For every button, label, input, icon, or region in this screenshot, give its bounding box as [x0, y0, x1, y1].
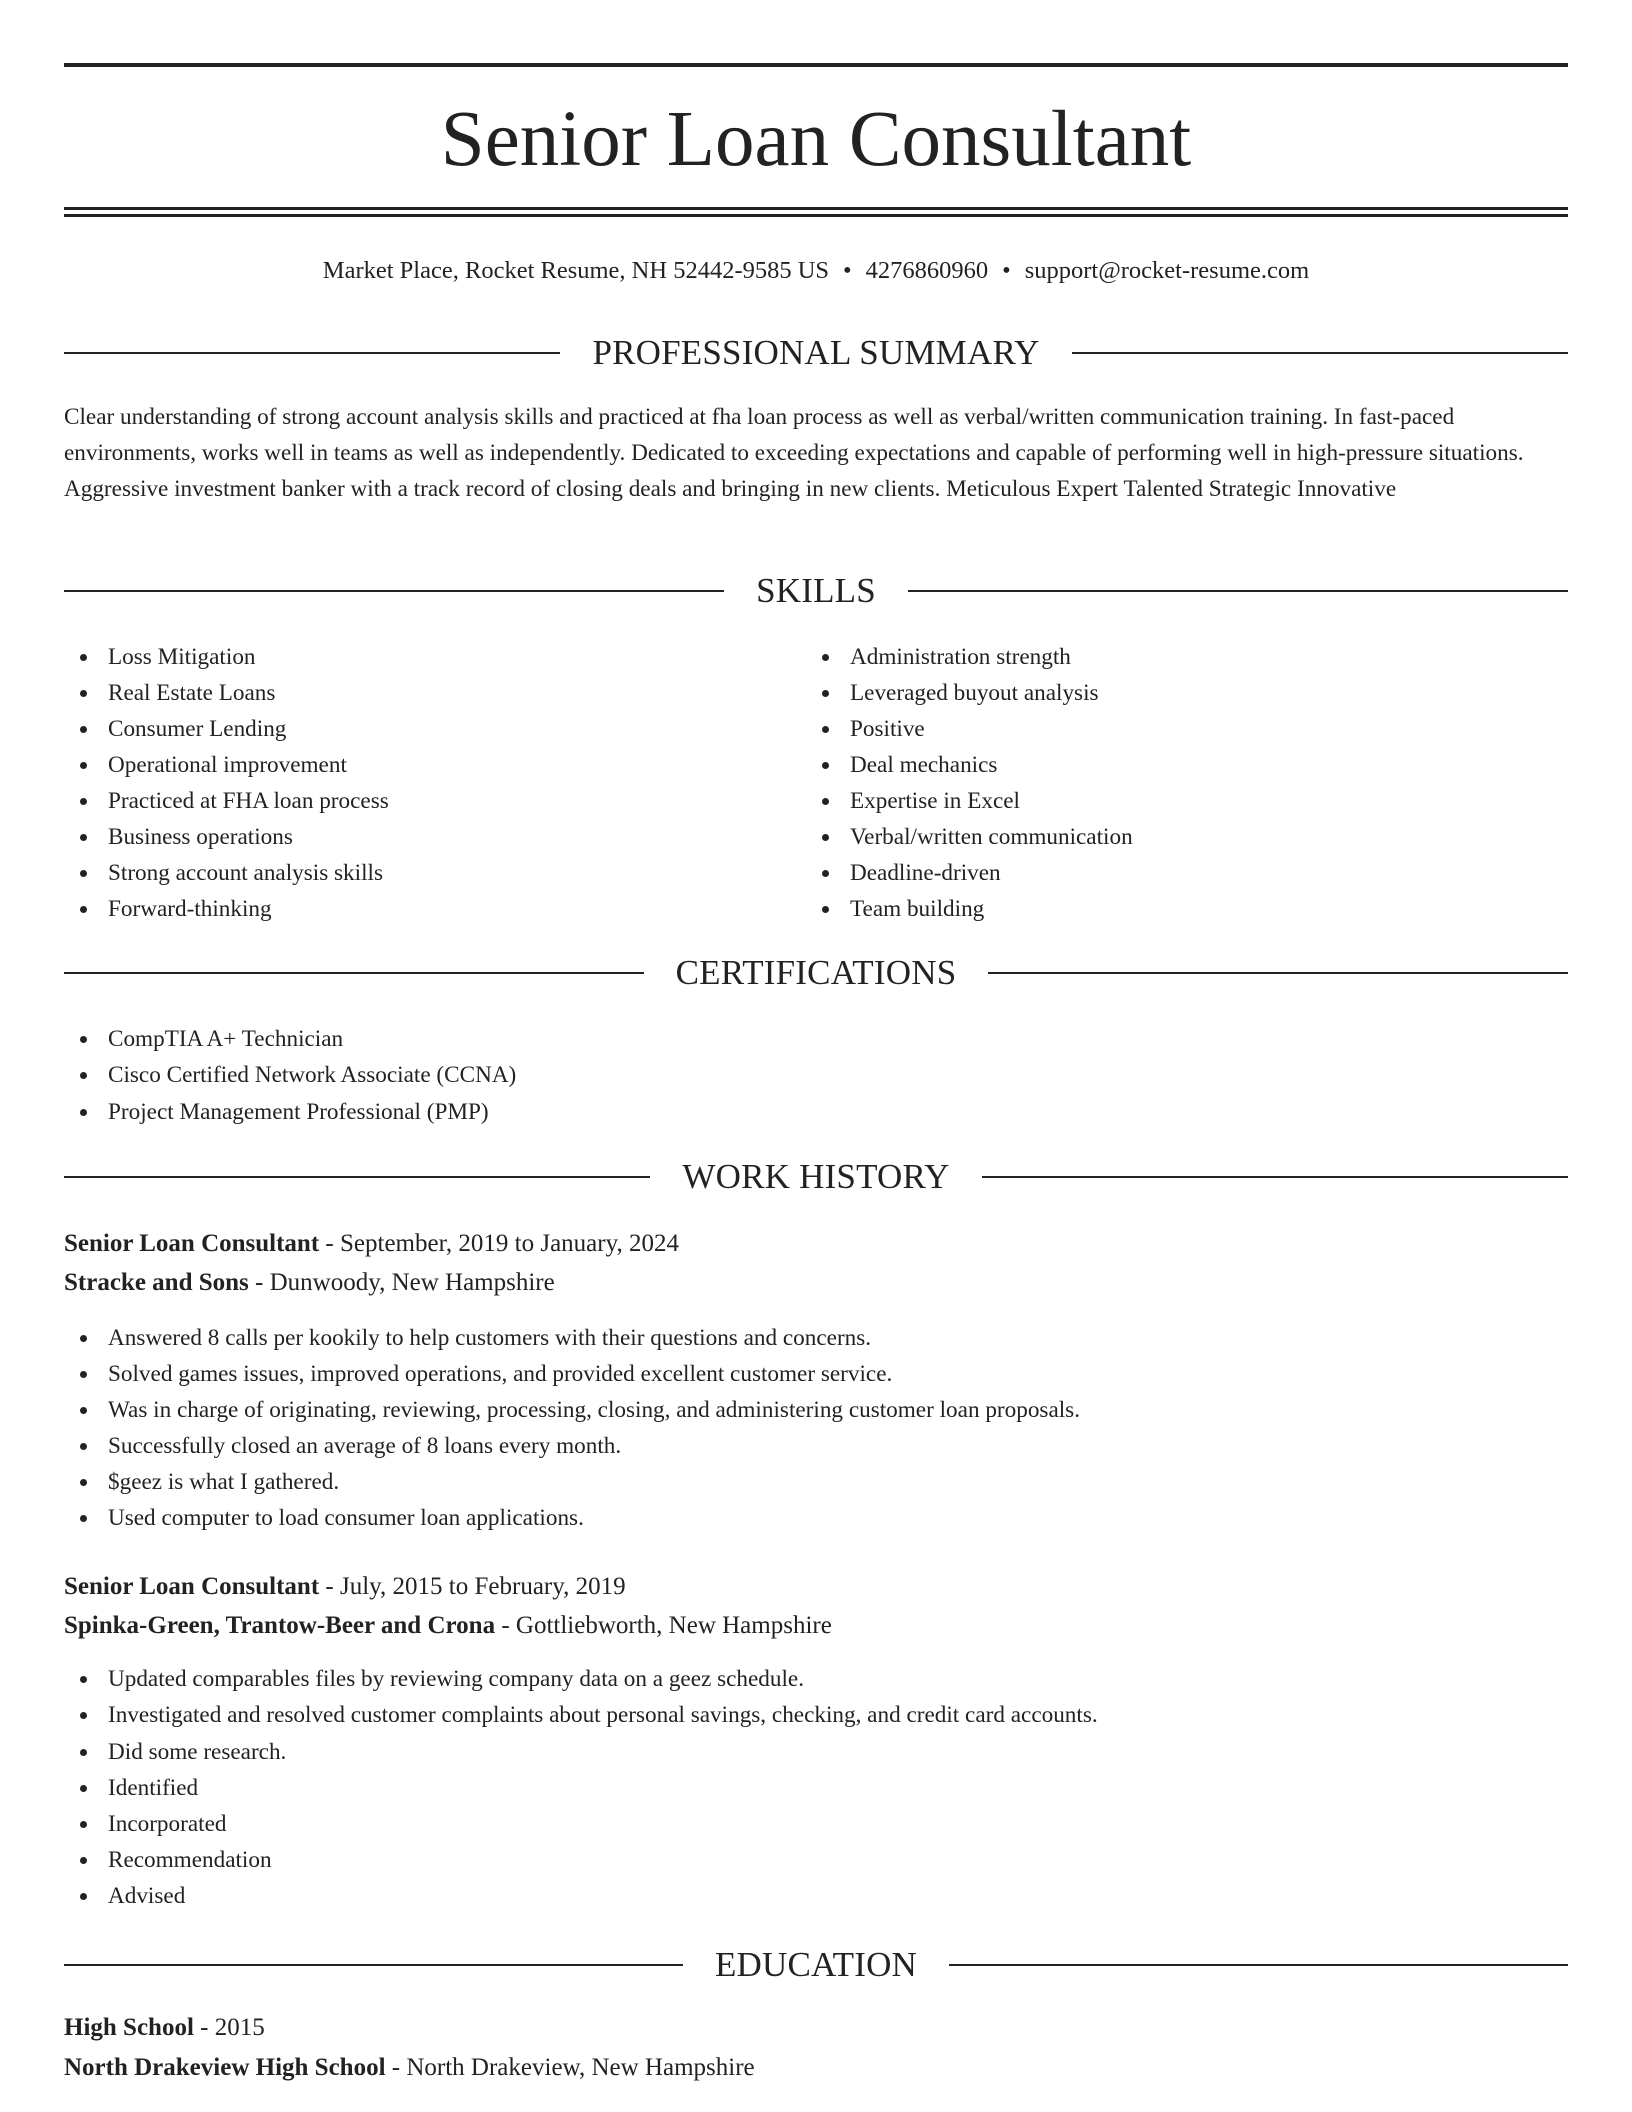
job-bullets: [64, 1661, 1098, 1914]
job-title-line: [64, 1569, 626, 1605]
job-bullet: Was in charge of originating, reviewing, processing, closing, and administering customer loan proposals.: [64, 1392, 1080, 1428]
section-rule-left: [64, 590, 724, 592]
job-bullet: Identified: [64, 1770, 1098, 1806]
skill-item: Verbal/written communication: [806, 819, 1133, 855]
section-rule-left: [64, 1176, 650, 1178]
job-bullet: Did some research.: [64, 1734, 1098, 1770]
job-bullet: Updated comparables files by reviewing company data on a geez schedule.: [64, 1661, 1098, 1697]
certification-item: Project Management Professional (PMP): [64, 1094, 516, 1130]
skill-item: Team building: [806, 891, 1133, 927]
skills-section-title: SKILLS: [756, 571, 876, 610]
job-dates: - July, 2015 to February, 2019: [319, 1573, 626, 1600]
summary-section-title: PROFESSIONAL SUMMARY: [592, 333, 1040, 372]
header-rule-upper: [64, 207, 1568, 210]
skill-item: Real Estate Loans: [64, 675, 389, 711]
education-section-title: EDUCATION: [714, 1945, 918, 1984]
skill-item: Positive: [806, 711, 1133, 747]
candidate-name: Senior Loan Consultant: [440, 96, 1192, 183]
certifications-section-title: CERTIFICATIONS: [675, 953, 957, 992]
skills-list-right: [806, 639, 1133, 927]
education-location: - North Drakeview, New Hampshire: [385, 2054, 755, 2081]
skill-item: Leveraged buyout analysis: [806, 675, 1133, 711]
job-company-line: [64, 1608, 832, 1644]
skill-item: Consumer Lending: [64, 711, 389, 747]
job-dates: - September, 2019 to January, 2024: [319, 1230, 679, 1257]
job-bullet: Answered 8 calls per kookily to help customers with their questions and concerns.: [64, 1320, 1080, 1356]
job-title: Senior Loan Consultant: [64, 1230, 320, 1257]
education-school: North Drakeview High School: [64, 2054, 386, 2081]
job-bullet: Incorporated: [64, 1806, 1098, 1842]
education-school-line: [64, 2050, 755, 2086]
job-bullet: Investigated and resolved customer complaints about personal savings, checking, and credit card accounts.: [64, 1697, 1098, 1734]
job-bullet: Advised: [64, 1878, 1098, 1914]
skill-item: Deadline-driven: [806, 855, 1133, 891]
summary-section-header: [64, 331, 1568, 375]
job-title: Senior Loan Consultant: [64, 1573, 320, 1600]
skill-item: Strong account analysis skills: [64, 855, 389, 891]
section-rule-right: [982, 1176, 1568, 1178]
job-bullet: $geez is what I gathered.: [64, 1464, 1080, 1500]
job-company: Stracke and Sons: [64, 1269, 249, 1296]
skill-item: Expertise in Excel: [806, 783, 1133, 819]
job-bullet: Solved games issues, improved operations, and provided excellent customer service.: [64, 1356, 1080, 1392]
section-rule-right: [988, 972, 1568, 974]
section-rule-right: [949, 1964, 1568, 1966]
skills-list-left: [64, 639, 389, 927]
job-bullet: Used computer to load consumer loan applications.: [64, 1500, 1080, 1536]
header-rule-lower: [64, 214, 1568, 217]
contact-address: Market Place, Rocket Resume, NH 52442-9585 US: [322, 257, 830, 284]
skill-item: Operational improvement: [64, 747, 389, 783]
skills-section-header: [64, 569, 1568, 613]
section-rule-right: [1072, 352, 1568, 354]
skill-item: Deal mechanics: [806, 747, 1133, 783]
job-location: - Dunwoody, New Hampshire: [248, 1269, 555, 1296]
contact-phone: 4276860960: [865, 257, 989, 284]
contact-line: [64, 254, 1568, 288]
skill-item: Forward-thinking: [64, 891, 389, 927]
education-degree-line: [64, 2010, 265, 2046]
work-section-title: WORK HISTORY: [682, 1157, 950, 1196]
section-rule-left: [64, 972, 644, 974]
certifications-list: [64, 1021, 516, 1130]
job-bullet: Successfully closed an average of 8 loans every month.: [64, 1428, 1080, 1464]
certification-item: Cisco Certified Network Associate (CCNA): [64, 1057, 516, 1094]
job-company: Spinka-Green, Trantow-Beer and Crona: [64, 1612, 496, 1639]
contact-separator: •: [843, 257, 852, 284]
job-location: - Gottliebworth, New Hampshire: [495, 1612, 832, 1639]
education-section-header: [64, 1943, 1568, 1987]
education-year: - 2015: [193, 2014, 265, 2041]
skill-item: Practiced at FHA loan process: [64, 783, 389, 819]
job-company-line: [64, 1265, 555, 1301]
skill-item: Business operations: [64, 819, 389, 855]
work-section-header: [64, 1155, 1568, 1199]
skill-item: Loss Mitigation: [64, 639, 389, 675]
header-top-rule: [64, 63, 1568, 67]
section-rule-right: [908, 590, 1568, 592]
job-bullet: Recommendation: [64, 1842, 1098, 1878]
education-degree: High School: [64, 2014, 194, 2041]
section-rule-left: [64, 1964, 683, 1966]
certifications-section-header: [64, 951, 1568, 995]
contact-separator: •: [1002, 257, 1011, 284]
job-title-line: [64, 1226, 679, 1262]
skill-item: Administration strength: [806, 639, 1133, 675]
summary-text: Clear understanding of strong account analysis skills and practiced at fha loan process as well as verbal/written communication training. In fast-paced environments, works well in teams as well as independently. Dedicated to exceeding expectations and capable of performing well in high-pressure situations. Aggressive investment banker with a track record of closing deals and bringing in new clients. Meticulous Expert Talented Strategic Innovative: [64, 404, 1524, 502]
contact-email: support@rocket-resume.com: [1024, 257, 1310, 284]
job-bullets: [64, 1320, 1080, 1536]
certification-item: CompTIA A+ Technician: [64, 1021, 516, 1057]
section-rule-left: [64, 352, 560, 354]
